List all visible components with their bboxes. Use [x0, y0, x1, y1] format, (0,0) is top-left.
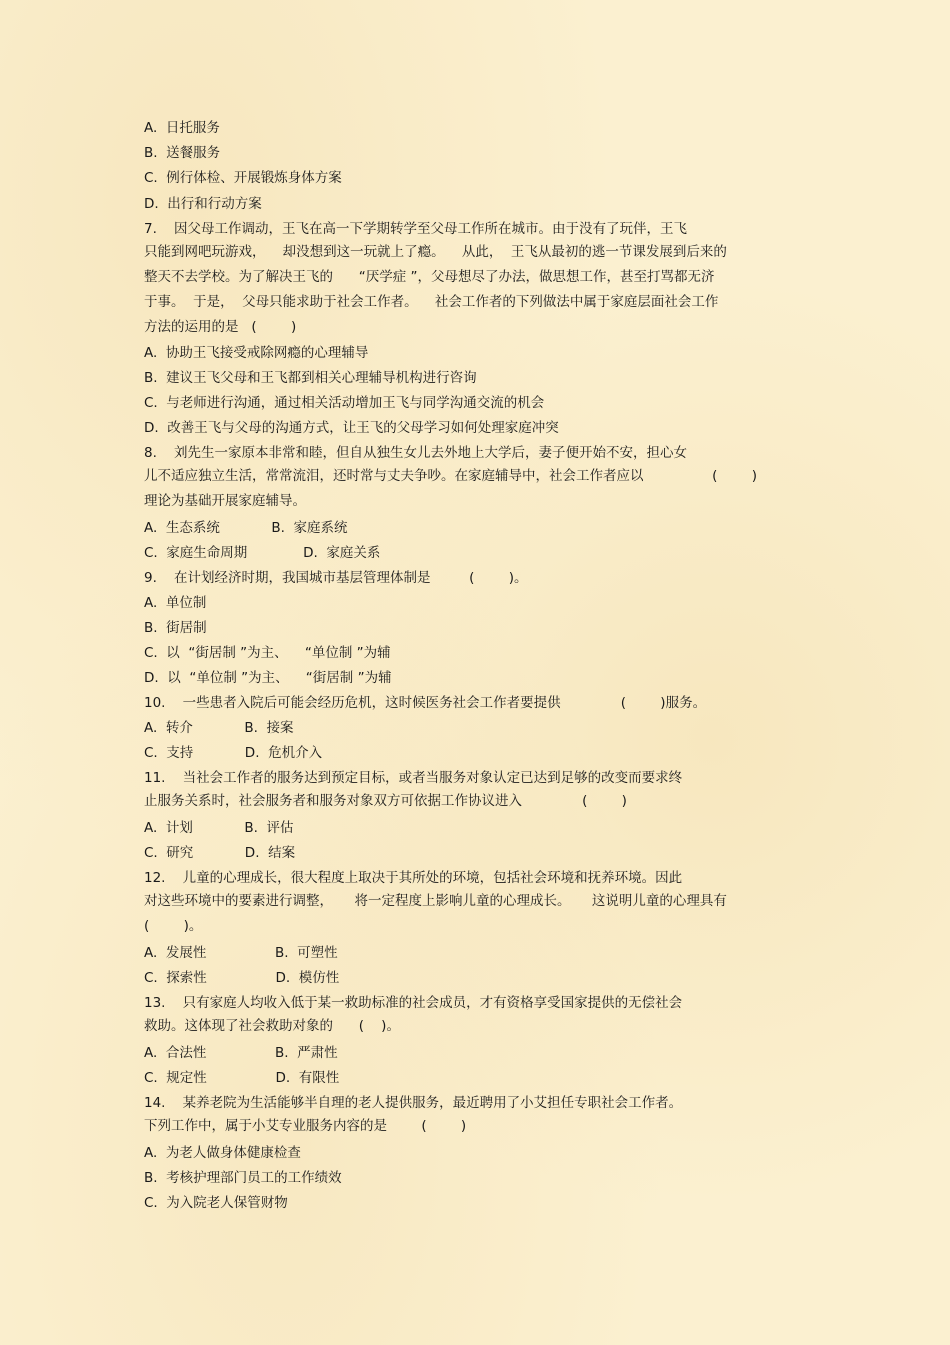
question-line: 8. 刘先生一家原本非常和睦，但自从独生女儿去外地上大学后，妻子便开始不安，担心女 [144, 445, 688, 461]
question-line: 12. 儿童的心理成长，很大程度上取决于其所处的环境，包括社会环境和抚养环境。因此 [144, 870, 683, 886]
option-line: A. 协助王飞接受戒除网瘾的心理辅导 [144, 345, 369, 361]
option-line: A. 转介 B. 接案 [144, 720, 294, 736]
question-line: 11. 当社会工作者的服务达到预定目标，或者当服务对象认定已达到足够的改变而要求终 [144, 770, 683, 786]
question-line: 13. 只有家庭人均收入低于某一救助标准的社会成员，才有资格享受国家提供的无偿社会 [144, 995, 683, 1011]
option-line: D. 出行和行动方案 [144, 196, 262, 212]
option-line: B. 考核护理部门员工的工作绩效 [144, 1170, 342, 1186]
question-line: 9. 在计划经济时期，我国城市基层管理体制是 ( )。 [144, 570, 528, 586]
option-line: C. 例行体检、开展锻炼身体方案 [144, 170, 342, 186]
option-line: C. 为入院老人保管财物 [144, 1195, 288, 1211]
option-line: A. 生态系统 B. 家庭系统 [144, 520, 348, 536]
option-line: D. 改善王飞与父母的沟通方式，让王飞的父母学习如何处理家庭冲突 [144, 420, 559, 436]
option-line: A. 为老人做身体健康检查 [144, 1145, 301, 1161]
option-line: B. 街居制 [144, 620, 207, 636]
option-line: C. 探索性 D. 模仿性 [144, 970, 340, 986]
option-line: A. 合法性 B. 严肃性 [144, 1045, 338, 1061]
question-line: 救助。这体现了社会救助对象的 ( )。 [144, 1018, 400, 1034]
question-line: 10. 一些患者入院后可能会经历危机，这时候医务社会工作者要提供 ( )服务。 [144, 695, 707, 711]
option-line: A. 单位制 [144, 595, 207, 611]
option-line: B. 建议王飞父母和王飞都到相关心理辅导机构进行咨询 [144, 370, 477, 386]
question-line: 止服务关系时，社会服务者和服务对象双方可依据工作协议进入 ( ) [144, 793, 627, 809]
option-line: C. 规定性 D. 有限性 [144, 1070, 340, 1086]
question-line: 只能到网吧玩游戏， 却没想到这一玩就上了瘾。 从此， 王飞从最初的逃一节课发展到后来的 [144, 244, 727, 260]
option-line: C. 与老师进行沟通，通过相关活动增加王飞与同学沟通交流的机会 [144, 395, 545, 411]
question-line: 14. 某养老院为生活能够半自理的老人提供服务，最近聘用了小艾担任专职社会工作者。 [144, 1095, 683, 1111]
option-line: A. 发展性 B. 可塑性 [144, 945, 338, 961]
option-line: A. 计划 B. 评估 [144, 820, 294, 836]
option-line: D. 以 “单位制 ”为主、 “街居制 ”为辅 [144, 670, 392, 686]
question-line: 下列工作中，属于小艾专业服务内容的是 ( ) [144, 1118, 467, 1134]
option-line: A. 日托服务 [144, 120, 220, 136]
question-line: 整天不去学校。为了解决王飞的 “厌学症 ”，父母想尽了办法，做思想工作，甚至打骂都无济 [144, 269, 715, 285]
option-line: B. 送餐服务 [144, 145, 221, 161]
option-line: C. 家庭生命周期 D. 家庭关系 [144, 545, 381, 561]
question-line: 儿不适应独立生活，常常流泪，还时常与丈夫争吵。在家庭辅导中，社会工作者应以 ( ) [144, 468, 758, 484]
question-line: 于事。 于是， 父母只能求助于社会工作者。 社会工作者的下列做法中属于家庭层面社会工作 [144, 294, 719, 310]
question-line: ( )。 [144, 918, 203, 934]
question-line: 对这些环境中的要素进行调整， 将一定程度上影响儿童的心理成长。 这说明儿童的心理具有 [144, 893, 727, 909]
option-line: C. 研究 D. 结案 [144, 845, 296, 861]
question-line: 方法的运用的是 ( ) [144, 319, 297, 335]
question-line: 理论为基础开展家庭辅导。 [144, 493, 306, 509]
question-line: 7. 因父母工作调动，王飞在高一下学期转学至父母工作所在城市。由于没有了玩伴，王飞 [144, 221, 688, 237]
option-line: C. 以 “街居制 ”为主、 “单位制 ”为辅 [144, 645, 391, 661]
option-line: C. 支持 D. 危机介入 [144, 745, 323, 761]
